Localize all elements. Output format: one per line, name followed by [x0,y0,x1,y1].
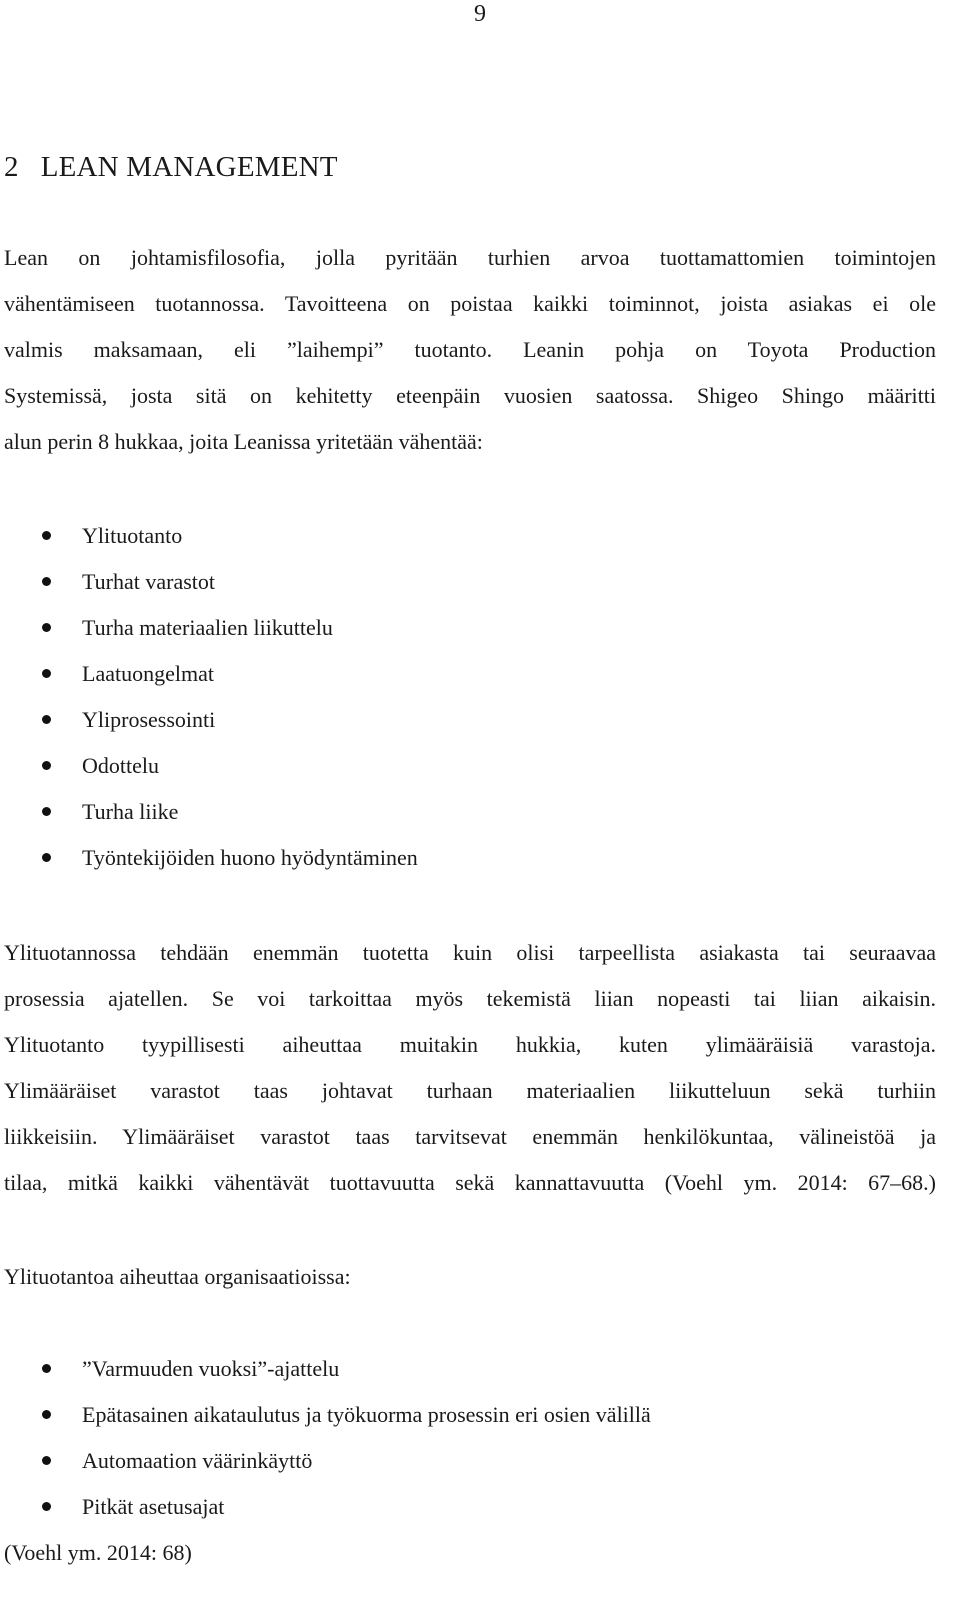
paragraph-line: Lean on johtamisfilosofia, jolla pyritään turhien arvoa tuottamattomien toimintojen [4,245,936,270]
list-item [0,797,418,843]
bullet-icon [42,669,51,678]
page-number: 9 [474,1,486,27]
list-item-label: Turha materiaalien liikuttelu [82,615,333,640]
bullet-icon [42,1364,51,1373]
paragraph-line: valmis maksamaan, eli ”laihempi” tuotanto. Leanin pohja on Toyota Production [4,337,936,362]
paragraph-line: liikkeisiin. Ylimääräiset varastot taas tarvitsevat enemmän henkilökuntaa, välineistöä ja [4,1124,936,1149]
list-item [0,843,418,889]
bullet-icon [42,577,51,586]
list-item [0,1354,651,1400]
paragraph-line: Ylituotanto tyypillisesti aiheuttaa muitakin hukkia, kuten ylimääräisiä varastoja. [4,1032,936,1057]
list-item-label: Pitkät asetusajat [82,1494,225,1519]
causes-list [0,1354,651,1538]
paragraph-line: alun perin 8 hukkaa, joita Leanissa yritetään vähentää: [4,429,483,454]
list-item-label: Ylituotanto [82,523,183,548]
section-number: 2 [4,151,19,183]
list-item-label: ”Varmuuden vuoksi”-ajattelu [82,1356,340,1381]
bullet-icon [42,531,51,540]
paragraph-line: vähentämiseen tuotannossa. Tavoitteena on poistaa kaikki toiminnot, joista asiakas ei ole [4,291,936,316]
list-item-label: Turha liike [82,799,179,824]
bullet-icon [42,1456,51,1465]
list-item-label: Laatuongelmat [82,661,214,686]
overproduction-paragraph [4,938,936,1214]
list-item [0,751,418,797]
citation: (Voehl ym. 2014: 68) [4,1540,192,1565]
paragraph-line: prosessia ajatellen. Se voi tarkoittaa myös tekemistä liian nopeasti tai liian aikaisin. [4,986,936,1011]
bullet-icon [42,623,51,632]
causes-intro: Ylituotantoa aiheuttaa organisaatioissa: [4,1264,351,1289]
bullet-icon [42,1502,51,1511]
bullet-icon [42,807,51,816]
list-item [0,567,418,613]
list-item [0,1446,651,1492]
list-item [0,613,418,659]
intro-paragraph [4,243,936,473]
list-item-label: Automaation väärinkäyttö [82,1448,313,1473]
paragraph-line: Systemissä, josta sitä on kehitetty eteenpäin vuosien saatossa. Shigeo Shingo määritti [4,383,936,408]
list-item [0,521,418,567]
bullet-icon [42,1410,51,1419]
paragraph-line: Ylituotannossa tehdään enemmän tuotetta kuin olisi tarpeellista asiakasta tai seuraavaa [4,940,936,965]
bullet-icon [42,761,51,770]
paragraph-line: Ylimääräiset varastot taas johtavat turhaan materiaalien liikutteluun sekä turhiin [4,1078,936,1103]
list-item [0,1400,651,1446]
list-item-label: Epätasainen aikataulutus ja työkuorma prosessin eri osien välillä [82,1402,651,1427]
list-item-label: Odottelu [82,753,159,778]
paragraph-line: tilaa, mitkä kaikki vähentävät tuottavuutta sekä kannattavuutta (Voehl ym. 2014: 67–68.) [4,1170,936,1195]
section-heading [4,150,338,184]
list-item [0,705,418,751]
list-item-label: Turhat varastot [82,569,216,594]
section-title: LEAN MANAGEMENT [40,151,338,183]
list-item-label: Yliprosessointi [82,707,216,732]
bullet-icon [42,853,51,862]
bullet-icon [42,715,51,724]
waste-list [0,521,418,889]
list-item [0,659,418,705]
list-item [0,1492,651,1538]
list-item-label: Työntekijöiden huono hyödyntäminen [82,845,418,870]
